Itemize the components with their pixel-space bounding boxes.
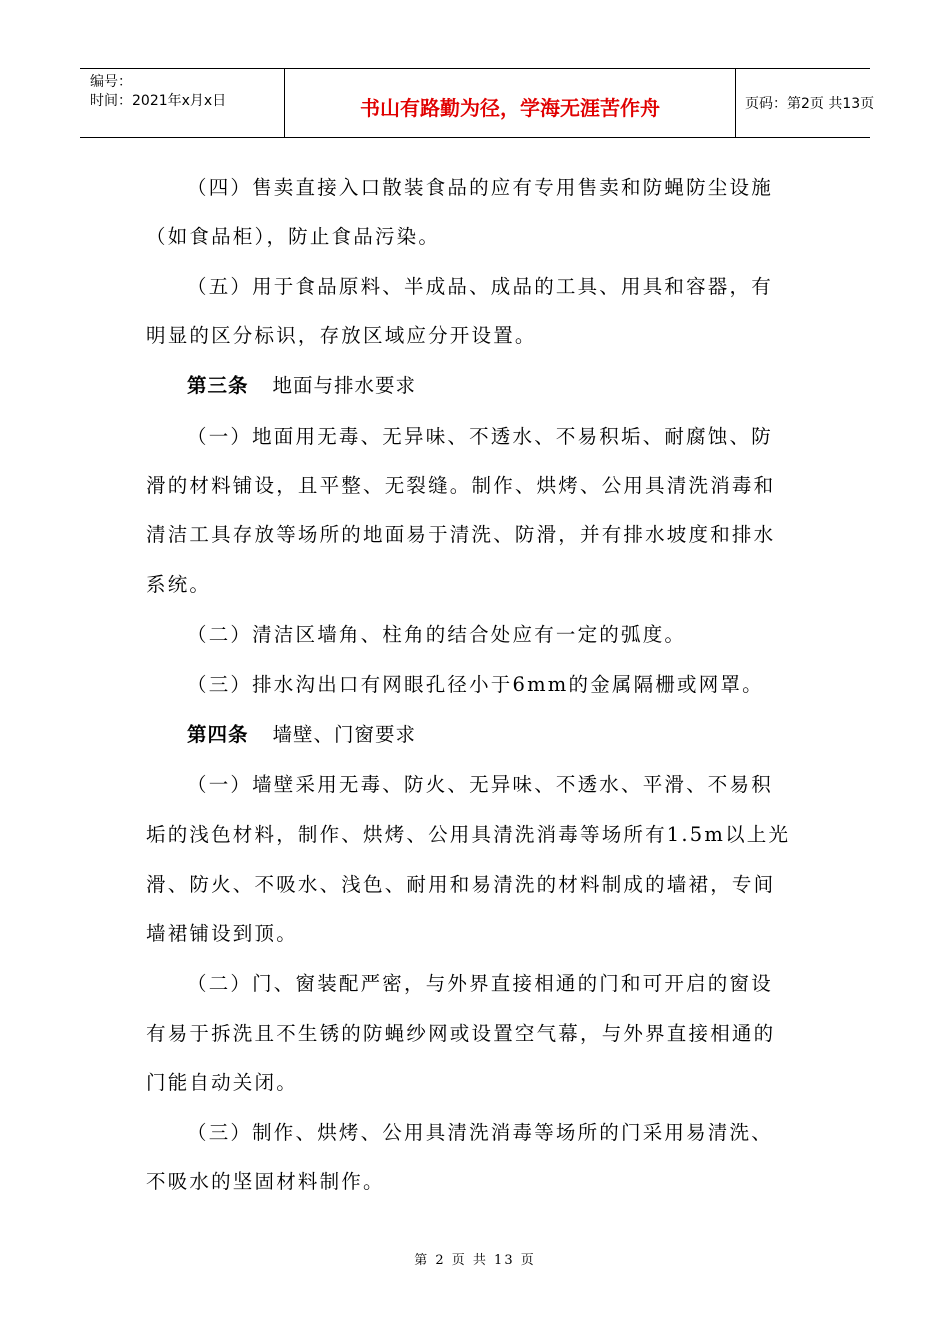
article-title: 地面与排水要求 xyxy=(272,374,417,397)
article-number: 第四条 xyxy=(187,723,249,746)
paragraph-line: 垢的浅色材料，制作、烘烤、公用具清洗消毒等场所有1.5m以上光 xyxy=(146,823,791,846)
paragraph-line: （三）排水沟出口有网眼孔径小于6mm的金属隔栅或网罩。 xyxy=(187,673,764,696)
paragraph-line: 清洁工具存放等场所的地面易于清洗、防滑，并有排水坡度和排水 xyxy=(146,523,776,546)
paragraph-line: 滑、防火、不吸水、浅色、耐用和易清洗的材料制成的墙裙，专间 xyxy=(146,873,776,896)
document-date: 时间：2021年x月x日 xyxy=(90,93,227,109)
article-title: 墙壁、门窗要求 xyxy=(272,723,417,746)
paragraph-line: （一）地面用无毒、无异味、不透水、不易积垢、耐腐蚀、防 xyxy=(187,425,773,448)
header-motto: 书山有路勤为径，学海无涯苦作舟 xyxy=(360,96,660,120)
paragraph-line: 有易于拆洗且不生锈的防蝇纱网或设置空气幕，与外界直接相通的 xyxy=(146,1022,776,1045)
article-heading xyxy=(187,719,416,747)
page-footer: 第 2 页 共 13 页 xyxy=(414,1253,536,1268)
article-heading xyxy=(187,370,416,398)
paragraph-line: （一）墙壁采用无毒、防火、无异味、不透水、平滑、不易积 xyxy=(187,773,773,796)
paragraph-line: 门能自动关闭。 xyxy=(146,1071,298,1094)
document-number-label: 编号： xyxy=(90,74,132,90)
paragraph-line: 明显的区分标识，存放区域应分开设置。 xyxy=(146,324,537,347)
paragraph-line: （二）清洁区墙角、柱角的结合处应有一定的弧度。 xyxy=(187,623,687,646)
paragraph-line: 墙裙铺设到顶。 xyxy=(146,922,298,945)
header-motto-cell xyxy=(284,69,736,137)
header-page-code: 页码：第2页 共13页 xyxy=(745,96,875,112)
header-page-cell xyxy=(735,69,875,137)
paragraph-line: （三）制作、烘烤、公用具清洗消毒等场所的门采用易清洗、 xyxy=(187,1121,773,1144)
paragraph-line: （五）用于食品原料、半成品、成品的工具、用具和容器，有 xyxy=(187,275,773,298)
document-header xyxy=(80,68,875,138)
article-number: 第三条 xyxy=(187,374,249,397)
paragraph-line: （四）售卖直接入口散装食品的应有专用售卖和防蝇防尘设施 xyxy=(187,176,773,199)
paragraph-line: 不吸水的坚固材料制作。 xyxy=(146,1170,385,1193)
header-meta-cell xyxy=(80,69,284,137)
paragraph-line: 滑的材料铺设，且平整、无裂缝。制作、烘烤、公用具清洗消毒和 xyxy=(146,474,776,497)
paragraph-line: 系统。 xyxy=(146,573,212,596)
paragraph-line: （二）门、窗装配严密，与外界直接相通的门和可开启的窗设 xyxy=(187,972,773,995)
paragraph-line: （如食品柜），防止食品污染。 xyxy=(146,225,441,248)
